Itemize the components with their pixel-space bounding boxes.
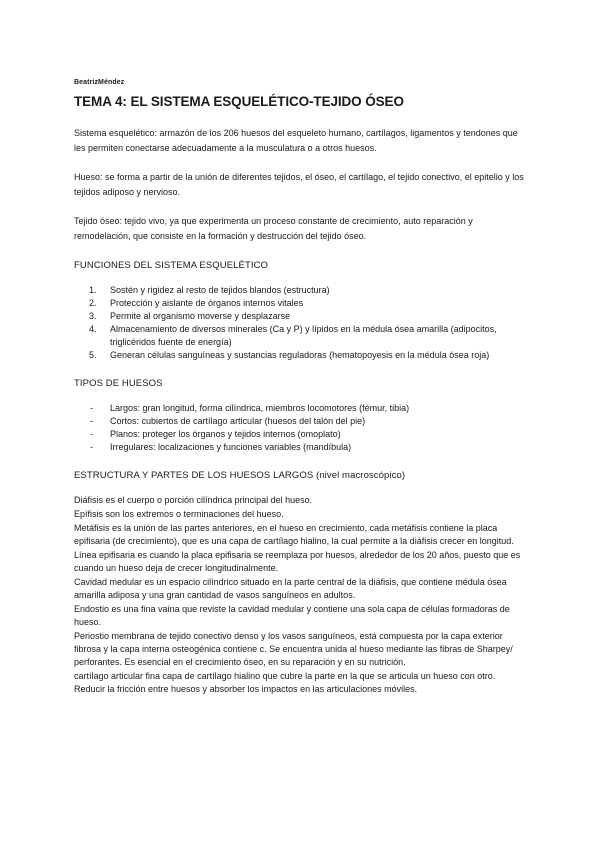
section-heading-estructura: ESTRUCTURA Y PARTES DE LOS HUESOS LARGOS (nivel macroscópico) bbox=[74, 470, 406, 481]
definition-paragraph: Periostio membrana de tejido conectivo denso y los vasos sanguíneos, está compuesta por la capa exterior fibrosa y la capa interna osteogénica contiene c. Se encuentra unida al hueso mediante las fibras de Sharpey/ perforantes. Es esencial en el crecimiento óseo, en su reparación y en su nutrición. bbox=[74, 631, 513, 667]
definition-paragraph: Metáfisis es la unión de las partes anteriores, en el hueso en crecimiento, cada metáfisis contiene la placa epifisaria (de crecimiento), que es una capa de cartílago hialino, la cual permite a la diáfisis crecer en longitud. bbox=[74, 523, 514, 546]
section-heading-tipos: TIPOS DE HUESOS bbox=[74, 378, 163, 389]
list-item: 2. Protección y aislante de órganos internos vitales bbox=[89, 298, 304, 308]
list-item: 3. Permite al organismo moverse y desplazarse bbox=[89, 311, 291, 321]
definition-paragraph: Epífisis son los extremos o terminaciones del hueso. bbox=[74, 509, 284, 519]
list-item: 1. Sostén y rigidez al resto de tejidos blandos (estructura) bbox=[89, 285, 330, 295]
document-title: TEMA 4: EL SISTEMA ESQUELÉTICO-TEJIDO ÓSEO bbox=[74, 94, 404, 109]
intro-paragraph: Hueso: se forma a partir de la unión de diferentes tejidos, el óseo, el cartílago, el tejido conectivo, el epitelio y los tejidos adiposo y nervioso. bbox=[74, 172, 524, 197]
section-heading-funciones: FUNCIONES DEL SISTEMA ESQUELÉTICO bbox=[74, 260, 269, 271]
definition-paragraph: Línea epifisaria es cuando la placa epifisaria se reemplaza por huesos, alrededor de los 20 años, puesto que es cuando un hueso deja de crecer longitudinalmente. bbox=[74, 550, 521, 573]
intro-paragraph: Sistema esquelético: armazón de los 206 huesos del esqueleto humano, cartílagos, ligamentos y tendones que les permiten conectarse adecuadamente a la musculatura o a otros huesos. bbox=[74, 128, 518, 153]
list-item: 5. Generan células sanguíneas y sustancias reguladoras (hematopoyesis en la médula ósea roja) bbox=[89, 350, 490, 360]
author-name: BeatrizMéndez bbox=[74, 79, 125, 86]
funciones-list bbox=[74, 284, 528, 362]
list-item: - Largos: gran longitud, forma cilíndrica, miembros locomotores (fémur, tibia) bbox=[90, 403, 410, 413]
list-item: - Irregulares: localizaciones y funciones variables (mandíbula) bbox=[90, 442, 352, 452]
tipos-list bbox=[74, 402, 528, 454]
intro-paragraph: Tejido óseo: tejido vivo, ya que experimenta un proceso constante de crecimiento, auto reparación y remodelación, que consiste en la formación y destrucción del tejido óseo. bbox=[74, 216, 473, 241]
definition-paragraph: cartílago articular fina capa de cartílago hialino que cubre la parte en la que se articula un hueso con otro. Reducir la fricción entre huesos y absorber los impactos en las articulaciones móviles. bbox=[74, 671, 496, 694]
estructura-body bbox=[74, 494, 528, 696]
definition-paragraph: Endostio es una fina vaina que reviste la cavidad medular y contiene una sola capa de células formadoras de hueso. bbox=[74, 604, 510, 627]
list-item: - Cortos: cubiertos de cartílago articular (huesos del talón del pie) bbox=[90, 416, 366, 426]
definition-paragraph: Diáfisis es el cuerpo o porción cilíndrica principal del hueso. bbox=[74, 495, 313, 505]
list-item: - Planos: proteger los órganos y tejidos internos (omoplato) bbox=[90, 429, 341, 439]
document-page bbox=[74, 78, 528, 697]
list-item: 4. Almacenamiento de diversos minerales (Ca y P) y lípidos en la médula ósea amarilla (adipocitos, triglicéridos fuente de energía) bbox=[89, 324, 497, 347]
definition-paragraph: Cavidad medular es un espacio cilíndrico situado en la parte central de la diáfisis, que contiene médula ósea amarilla adiposa y una gran cantidad de vasos sanguíneos en adultos. bbox=[74, 577, 507, 600]
